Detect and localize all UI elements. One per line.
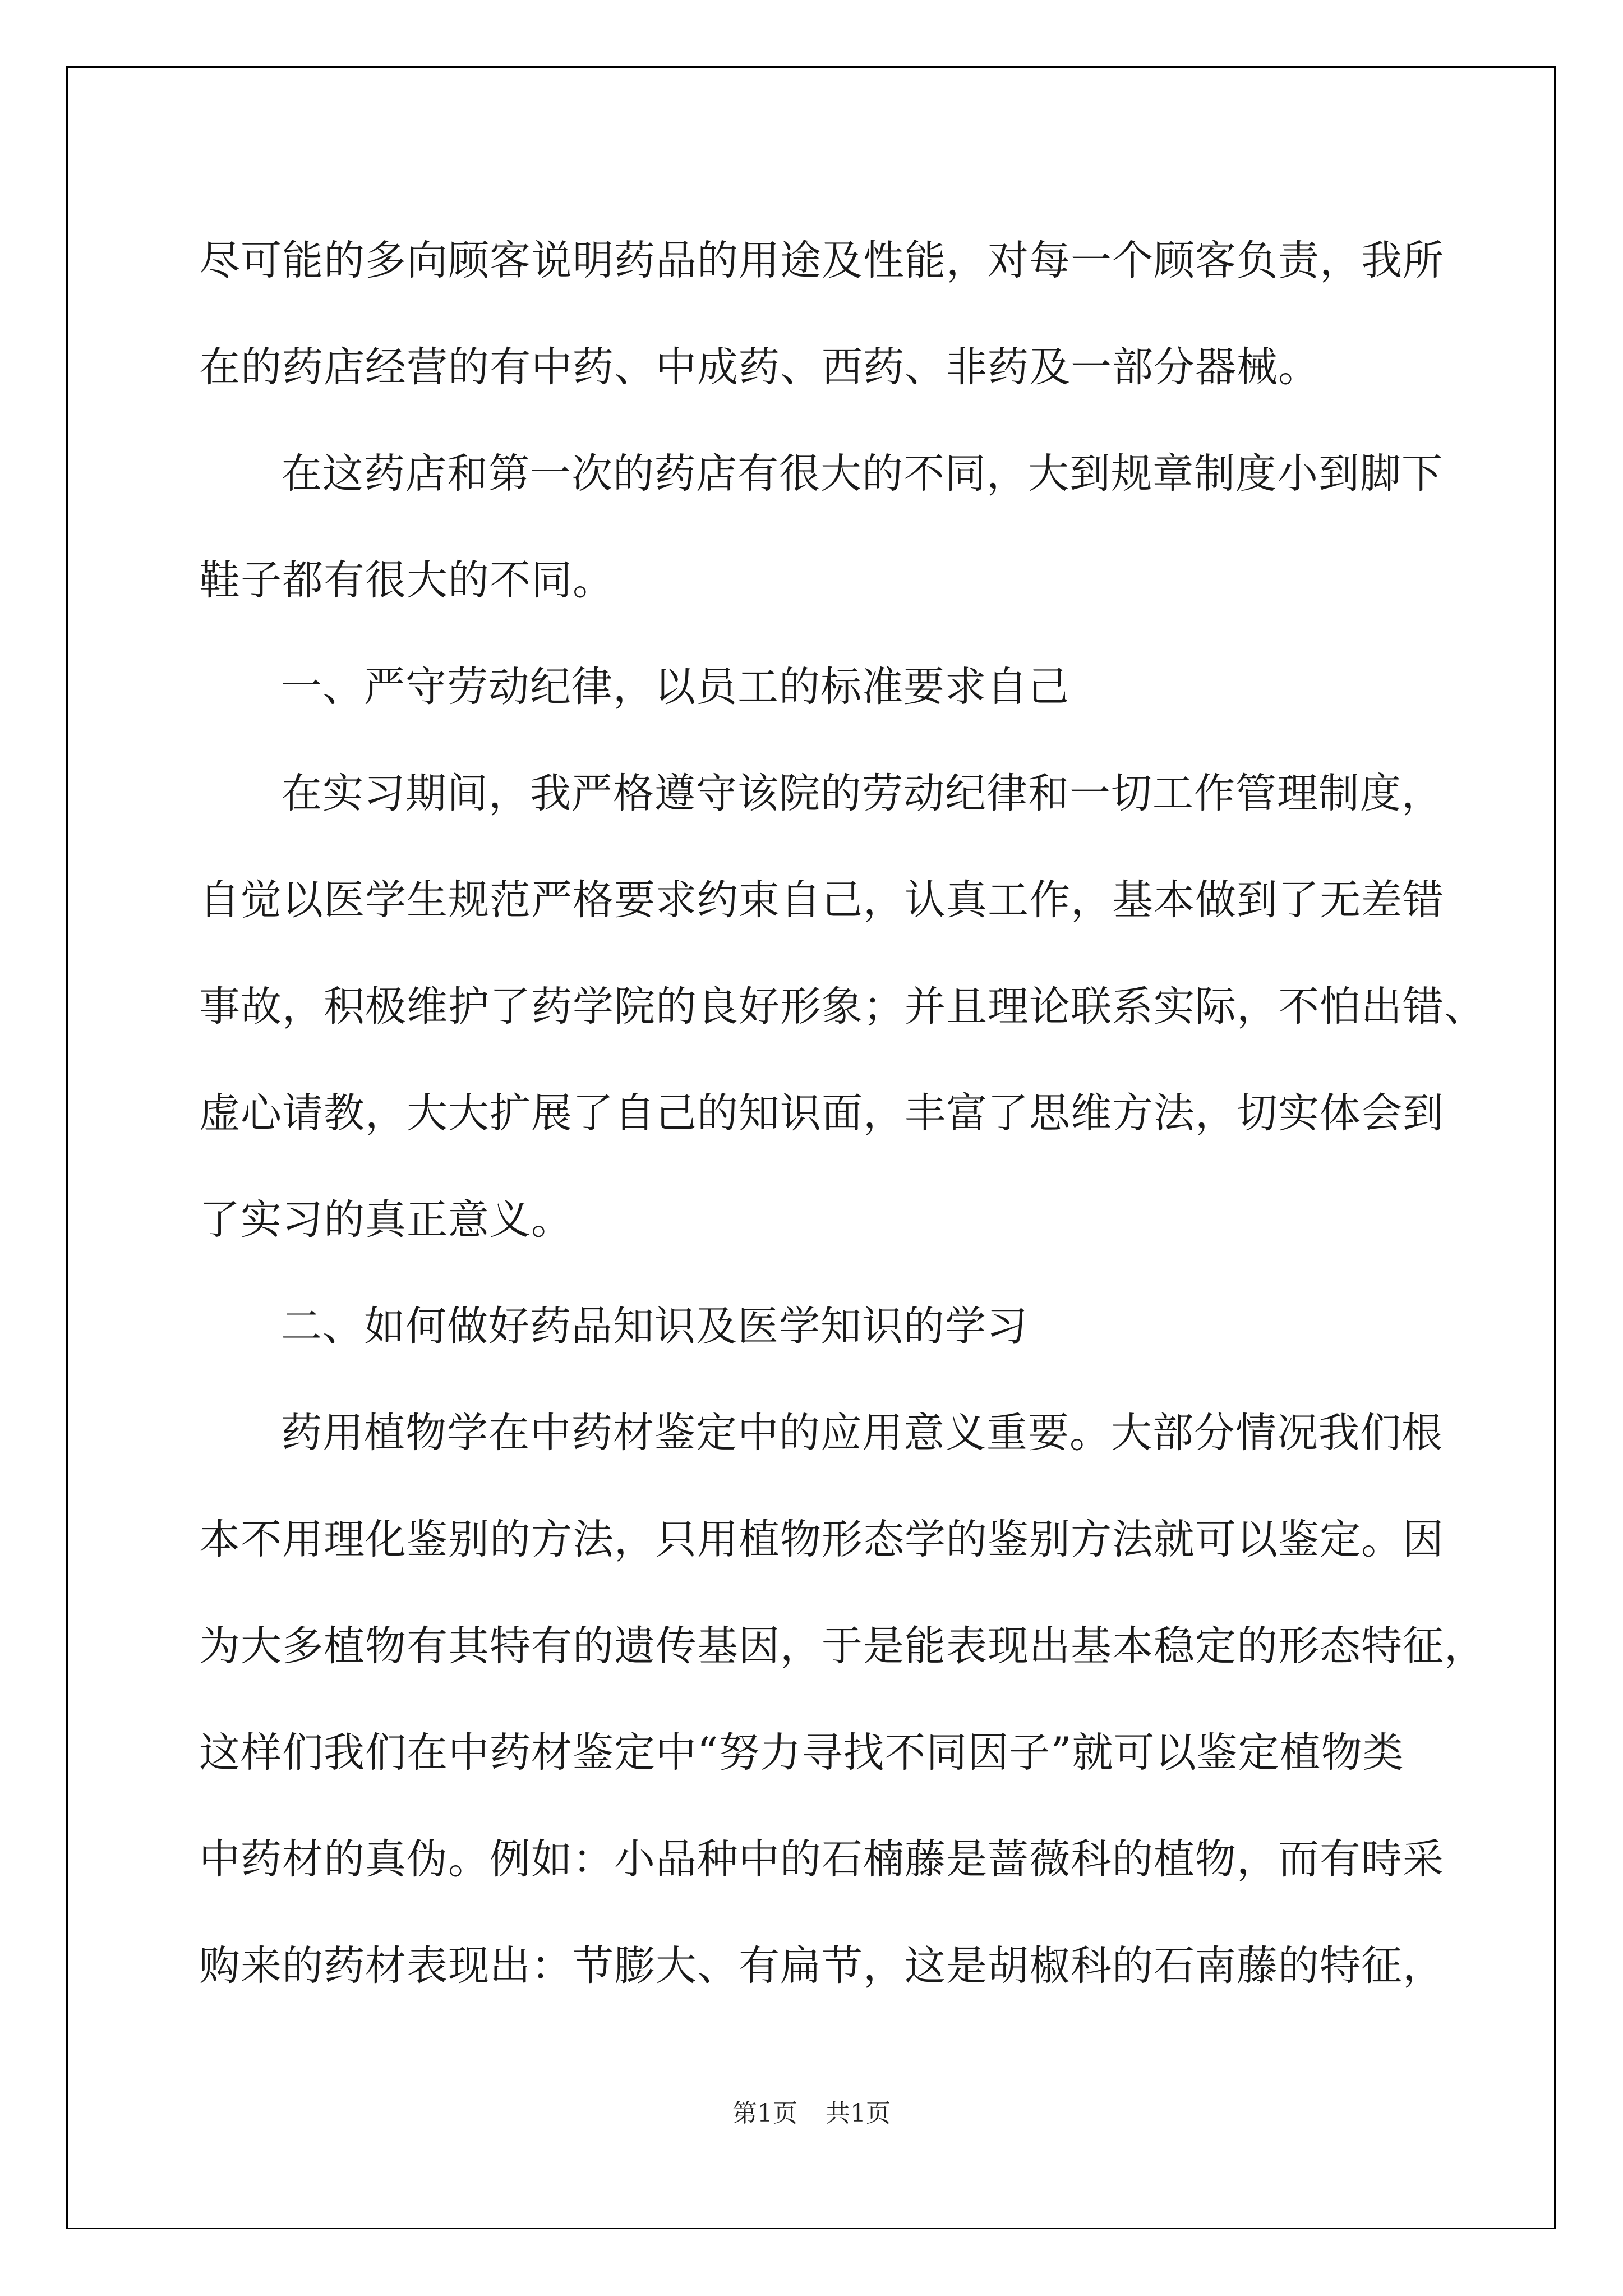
page-number: 第1页: [732, 2099, 797, 2128]
text-line: 在这药店和第一次的药店有很大的不同，大到规章制度小到脚下: [281, 450, 1443, 498]
text-line: 为大多植物有其特有的遗传基因，于是能表现出基本稳定的形态特征，: [199, 1622, 1486, 1670]
text-line: 本不用理化鉴别的方法，只用植物形态学的鉴别方法就可以鉴定。因: [199, 1516, 1444, 1563]
page-footer: [0, 2097, 1623, 2131]
text-line: 虚心请教，大大扩展了自己的知识面，丰富了思维方法，切实体会到: [199, 1089, 1444, 1137]
page-total: 共1页: [826, 2099, 891, 2128]
text-line: 鞋子都有很大的不同。: [199, 556, 614, 604]
text-line: 购来的药材表现出：节膨大、有扁节，这是胡椒科的石南藤的特征，: [199, 1942, 1444, 1990]
section-heading: 一、严守劳动纪律，以员工的标准要求自己: [281, 663, 1069, 711]
text-line: 了实习的真正意义。: [199, 1196, 573, 1244]
text-line: 事故，积极维护了药学院的良好形象；并且理论联系实际，不怕出错、: [199, 983, 1486, 1030]
text-line: 在实习期间，我严格遵守该院的劳动纪律和一切工作管理制度，: [281, 770, 1443, 817]
text-line: 在的药店经营的有中药、中成药、西药、非药及一部分器械。: [199, 343, 1320, 391]
document-body: [199, 208, 1486, 2019]
text-line: 这样们我们在中药材鉴定中“努力寻找不同因子”就可以鉴定植物类: [199, 1729, 1404, 1777]
text-line: 药用植物学在中药材鉴定中的应用意义重要。大部分情况我们根: [281, 1409, 1443, 1457]
section-heading: 二、如何做好药品知识及医学知识的学习: [281, 1303, 1028, 1350]
text-line: 自觉以医学生规范严格要求约束自己，认真工作，基本做到了无差错: [199, 876, 1444, 924]
text-line: 中药材的真伪。例如：小品种中的石楠藤是蔷薇科的植物，而有時采: [199, 1835, 1444, 1883]
text-line: 尽可能的多向顾客说明药品的用途及性能，对每一个顾客负责，我所: [199, 237, 1444, 284]
